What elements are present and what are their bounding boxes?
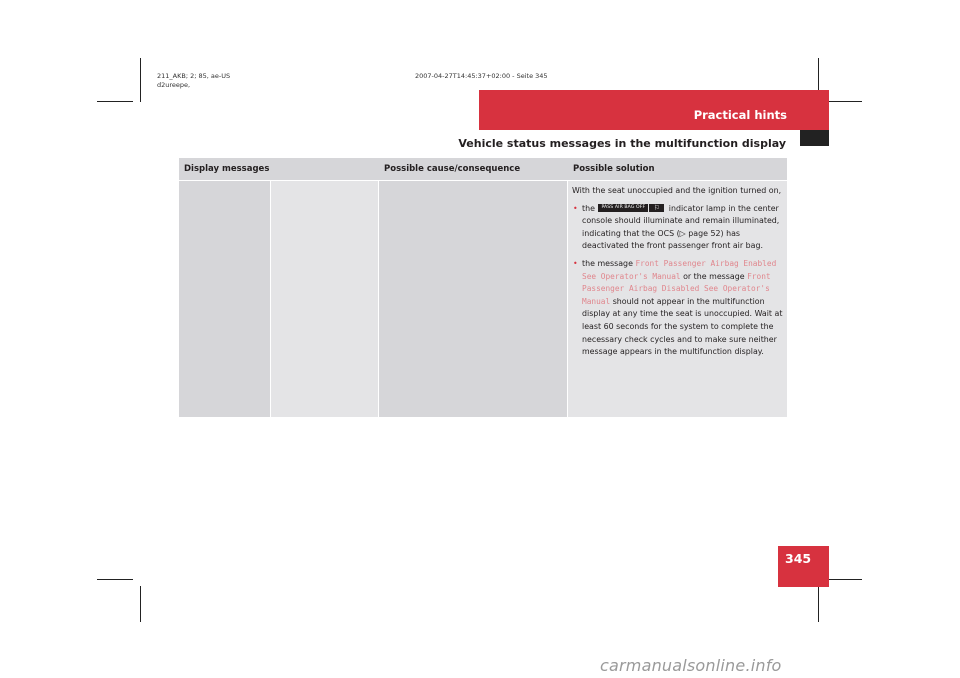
bullet-icon: • <box>573 203 578 213</box>
crop-mark <box>140 58 141 102</box>
watermark: carmanualsonline.info <box>600 656 782 675</box>
solution-text <box>572 185 786 364</box>
crop-mark <box>818 586 819 622</box>
chapter-tab <box>800 130 829 146</box>
slug-line-1: 211_AKB; 2; 85, ae-US <box>157 72 231 80</box>
bullet-2-post: should not appear in the multifunction display at any time the seat is unoccupied. Wait at least 60 seconds for the system to complete the necessary check cycles and to make sure neither message appears in the multifunction display. <box>582 296 783 357</box>
display-message-enabled: Front Passenger Airbag Enabled See Operator's Manual <box>582 258 777 281</box>
display-message-disabled: Front Passenger Airbag Disabled See Operator's Manual <box>582 271 771 306</box>
bullet-icon: • <box>573 258 578 268</box>
column-header-possible-solution: Possible solution <box>573 164 655 174</box>
pass-air-bag-off-lamp: PASS AIR BAG OFF <box>598 204 648 212</box>
table-cell-display-message <box>179 181 270 417</box>
chapter-title: Practical hints <box>693 108 787 122</box>
section-title: Vehicle status messages in the multifunction display <box>458 137 786 150</box>
bullet-1-pre: the <box>582 203 595 213</box>
slug-timestamp: 2007-04-27T14:45:37+02:00 - Seite 345 <box>415 72 548 80</box>
crop-mark <box>826 101 862 102</box>
solution-intro: With the seat unoccupied and the ignition turned on, <box>572 186 782 195</box>
bullet-2-pre: the message <box>582 258 633 268</box>
bullet-1-post: indicator lamp in the center console should illuminate and remain illuminated, indicating that the OCS (▷ page 52) has deactivated the front passenger front air bag. <box>582 203 780 251</box>
solution-bullet-1 <box>572 203 786 253</box>
seat-airbag-icon: ⚐ <box>649 204 664 212</box>
column-header-possible-cause: Possible cause/consequence <box>384 164 521 174</box>
column-header-display-messages: Display messages <box>184 164 270 174</box>
slug-line-2: d2ureepe, <box>157 81 191 89</box>
table-cell-display-message-sub <box>271 181 378 417</box>
crop-mark <box>97 579 133 580</box>
crop-mark <box>140 586 141 622</box>
page-number: 345 <box>785 551 812 566</box>
table-header <box>179 158 787 180</box>
bullet-2-mid: or the message <box>683 271 745 281</box>
solution-bullet-2 <box>572 258 786 359</box>
chapter-band <box>479 90 829 130</box>
page-number-box <box>778 546 829 587</box>
table-cell-possible-cause <box>379 181 567 417</box>
crop-mark <box>97 101 133 102</box>
crop-mark <box>826 579 862 580</box>
